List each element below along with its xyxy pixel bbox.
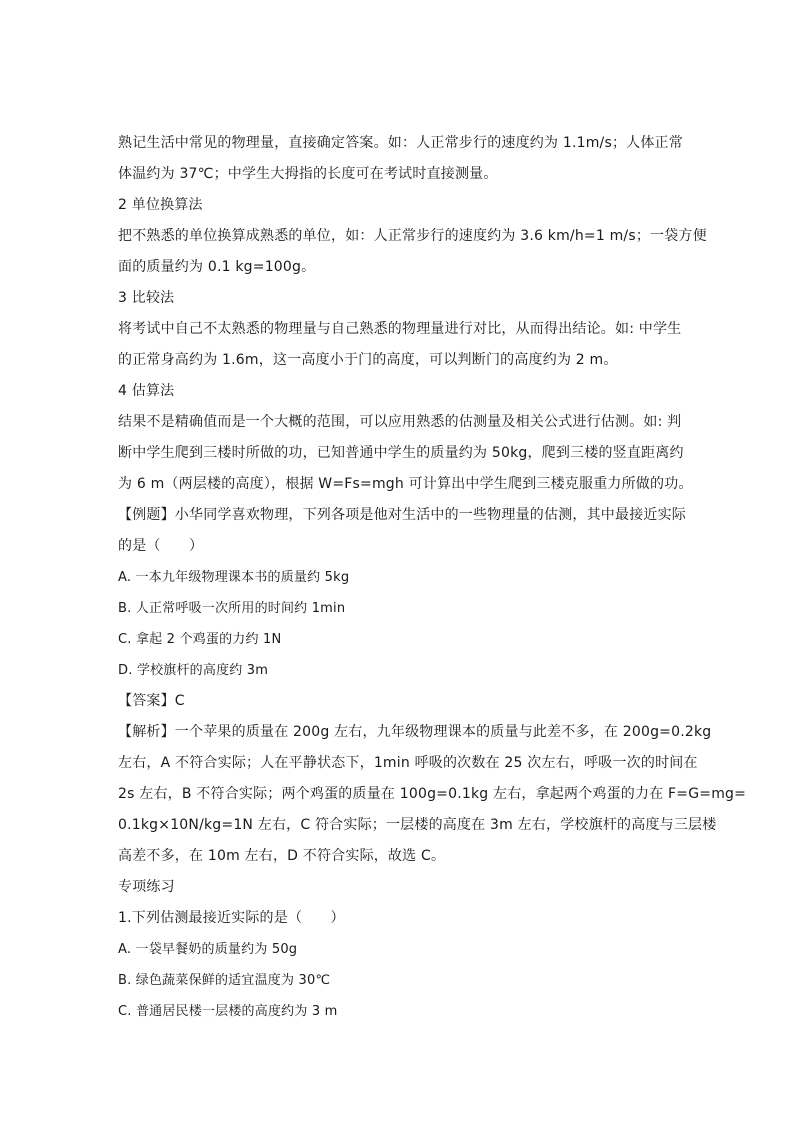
- example-option-a: A. 一本九年级物理课本书的质量约 5kg: [118, 570, 350, 585]
- example-question-line-2: 的是（ ）: [118, 538, 204, 554]
- practice-option-a: A. 一袋早餐奶的质量约为 50g: [118, 942, 298, 957]
- document-page: [118, 128, 747, 1027]
- paragraph-line-2: 体温约为 37℃；中学生大拇指的长度可在考试时直接测量。: [118, 166, 498, 182]
- section-heading-estimation: 4 估算法: [118, 383, 175, 399]
- paragraph-line-4: 面的质量约为 0.1 kg=100g。: [118, 259, 316, 275]
- answer-line: 【答案】C: [118, 693, 185, 709]
- paragraph-line-3: 把不熟悉的单位换算成熟悉的单位，如：人正常步行的速度约为 3.6 km/h=1 m/s；一袋方便: [118, 228, 707, 244]
- paragraph-line-8: 断中学生爬到三楼时所做的功，已知普通中学生的质量约为 50kg，爬到三楼的竖直距离约: [118, 445, 684, 461]
- paragraph-line-9: 为 6 m（两层楼的高度），根据 W=Fs=mgh 可计算出中学生爬到三楼克服重力所做的功。: [118, 476, 693, 492]
- section-heading-unit-conversion: 2 单位换算法: [118, 197, 203, 213]
- paragraph-line-5: 将考试中自己不太熟悉的物理量与自己熟悉的物理量进行对比，从而得出结论。如: 中学生: [118, 321, 682, 337]
- practice-question-1: 1.下列估测最接近实际的是（ ）: [118, 910, 345, 926]
- analysis-line-4: 0.1kg×10N/kg=1N 左右，C 符合实际；一层楼的高度在 3m 左右，学校旗杆的高度与三层楼: [118, 817, 717, 833]
- practice-option-b: B. 绿色蔬菜保鲜的适宜温度为 30℃: [118, 973, 331, 988]
- analysis-line-1: 【解析】一个苹果的质量在 200g 左右，九年级物理课本的质量与此差不多，在 200g=0.2kg: [118, 724, 712, 740]
- example-option-b: B. 人正常呼吸一次所用的时间约 1min: [118, 601, 346, 616]
- analysis-line-5: 高差不多，在 10m 左右，D 不符合实际，故选 C。: [118, 848, 446, 864]
- analysis-line-3: 2s 左右，B 不符合实际；两个鸡蛋的质量在 100g=0.1kg 左右，拿起两个鸡蛋的力在 F=G=mg=: [118, 786, 747, 802]
- example-question-line-1: 【例题】小华同学喜欢物理，下列各项是他对生活中的一些物理量的估测，其中最接近实际: [118, 507, 686, 523]
- section-heading-comparison: 3 比较法: [118, 290, 175, 306]
- example-option-d: D. 学校旗杆的高度约 3m: [118, 663, 269, 678]
- practice-heading: 专项练习: [118, 879, 175, 895]
- paragraph-line-6: 的正常身高约为 1.6m，这一高度小于门的高度，可以判断门的高度约为 2 m。: [118, 352, 618, 368]
- paragraph-line-1: 熟记生活中常见的物理量，直接确定答案。如：人正常步行的速度约为 1.1m/s；人体正常: [118, 135, 683, 151]
- paragraph-line-7: 结果不是精确值而是一个大概的范围，可以应用熟悉的估测量及相关公式进行估测。如: 判: [118, 414, 682, 430]
- example-option-c: C. 拿起 2 个鸡蛋的力约 1N: [118, 632, 282, 647]
- practice-option-c: C. 普通居民楼一层楼的高度约为 3 m: [118, 1004, 338, 1019]
- analysis-line-2: 左右，A 不符合实际；人在平静状态下，1min 呼吸的次数在 25 次左右，呼吸一次的时间在: [118, 755, 698, 771]
